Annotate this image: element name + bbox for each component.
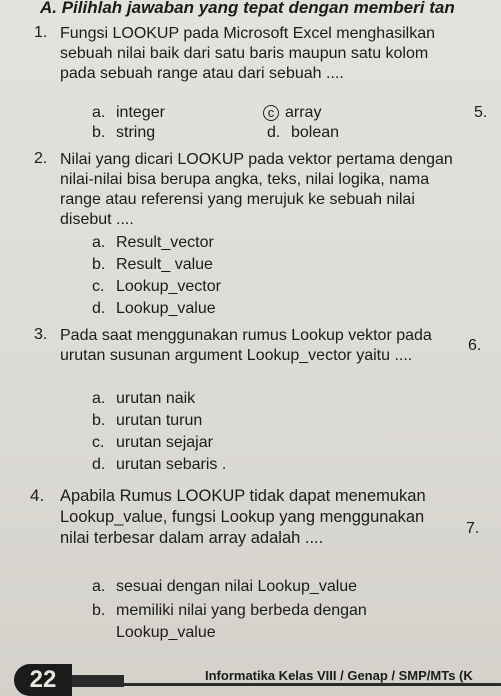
question-text: Pada saat menggunakan rumus Lookup vektor pada urutan susunan argument Lookup_vector yaitu .... (60, 327, 432, 364)
question-number: 2. (34, 150, 48, 167)
option-a: a. sesuai dengan nilai Lookup_value (92, 578, 358, 595)
footer-book-title: Informatika Kelas VIII / Genap / SMP/MTs (K (205, 668, 473, 683)
option-c: c array (267, 104, 321, 122)
question-number: 3. (34, 326, 48, 343)
option-c: c. Lookup_vector (92, 278, 221, 295)
question-text: Apabila Rumus LOOKUP tidak dapat menemukan Lookup_value, fungsi Lookup yang menggunakan nilai terbesar dalam array adalah .... (60, 487, 426, 547)
section-heading: A. Pilihlah jawaban yang tepat dengan memberi tan (40, 0, 455, 17)
question-3 (12, 326, 452, 476)
question-number: 1. (34, 24, 48, 41)
option-a: a. Result_vector (92, 234, 214, 251)
question-number: 4. (30, 486, 45, 505)
option-a: a. integer (92, 104, 165, 121)
question-text: Fungsi LOOKUP pada Microsoft Excel menghasilkan sebuah nilai baik dari satu baris maupun satu kolom pada sebuah range atau dari sebuah .... (60, 25, 435, 82)
option-d: d. urutan sebaris . (92, 456, 227, 473)
next-column-number: 6. (468, 337, 482, 354)
page-number-badge: 22 (14, 664, 72, 696)
option-b: b. Result_ value (92, 256, 213, 273)
option-d: d. Lookup_value (92, 300, 216, 317)
page-footer (0, 664, 501, 696)
option-b: b. memiliki nilai yang berbeda dengan Lookup_value (92, 602, 367, 641)
next-column-number: 7. (466, 520, 480, 537)
option-a: a. urutan naik (92, 390, 196, 407)
question-2 (12, 150, 452, 320)
option-d: d. bolean (267, 124, 340, 141)
footer-bar-line (124, 683, 501, 686)
option-c: c. urutan sejajar (92, 434, 213, 451)
circled-answer-mark: c (263, 105, 279, 121)
option-b: b. string (92, 124, 156, 141)
footer-bar-block (72, 675, 124, 687)
next-column-number: 5. (474, 104, 488, 121)
question-4 (12, 486, 452, 656)
question-text: Nilai yang dicari LOOKUP pada vektor pertama dengan nilai-nilai bisa berupa angka, teks, nilai logika, nama range atau referensi yang merujuk ke sebuah nilai disebut .... (60, 151, 453, 228)
option-b: b. urutan turun (92, 412, 203, 429)
